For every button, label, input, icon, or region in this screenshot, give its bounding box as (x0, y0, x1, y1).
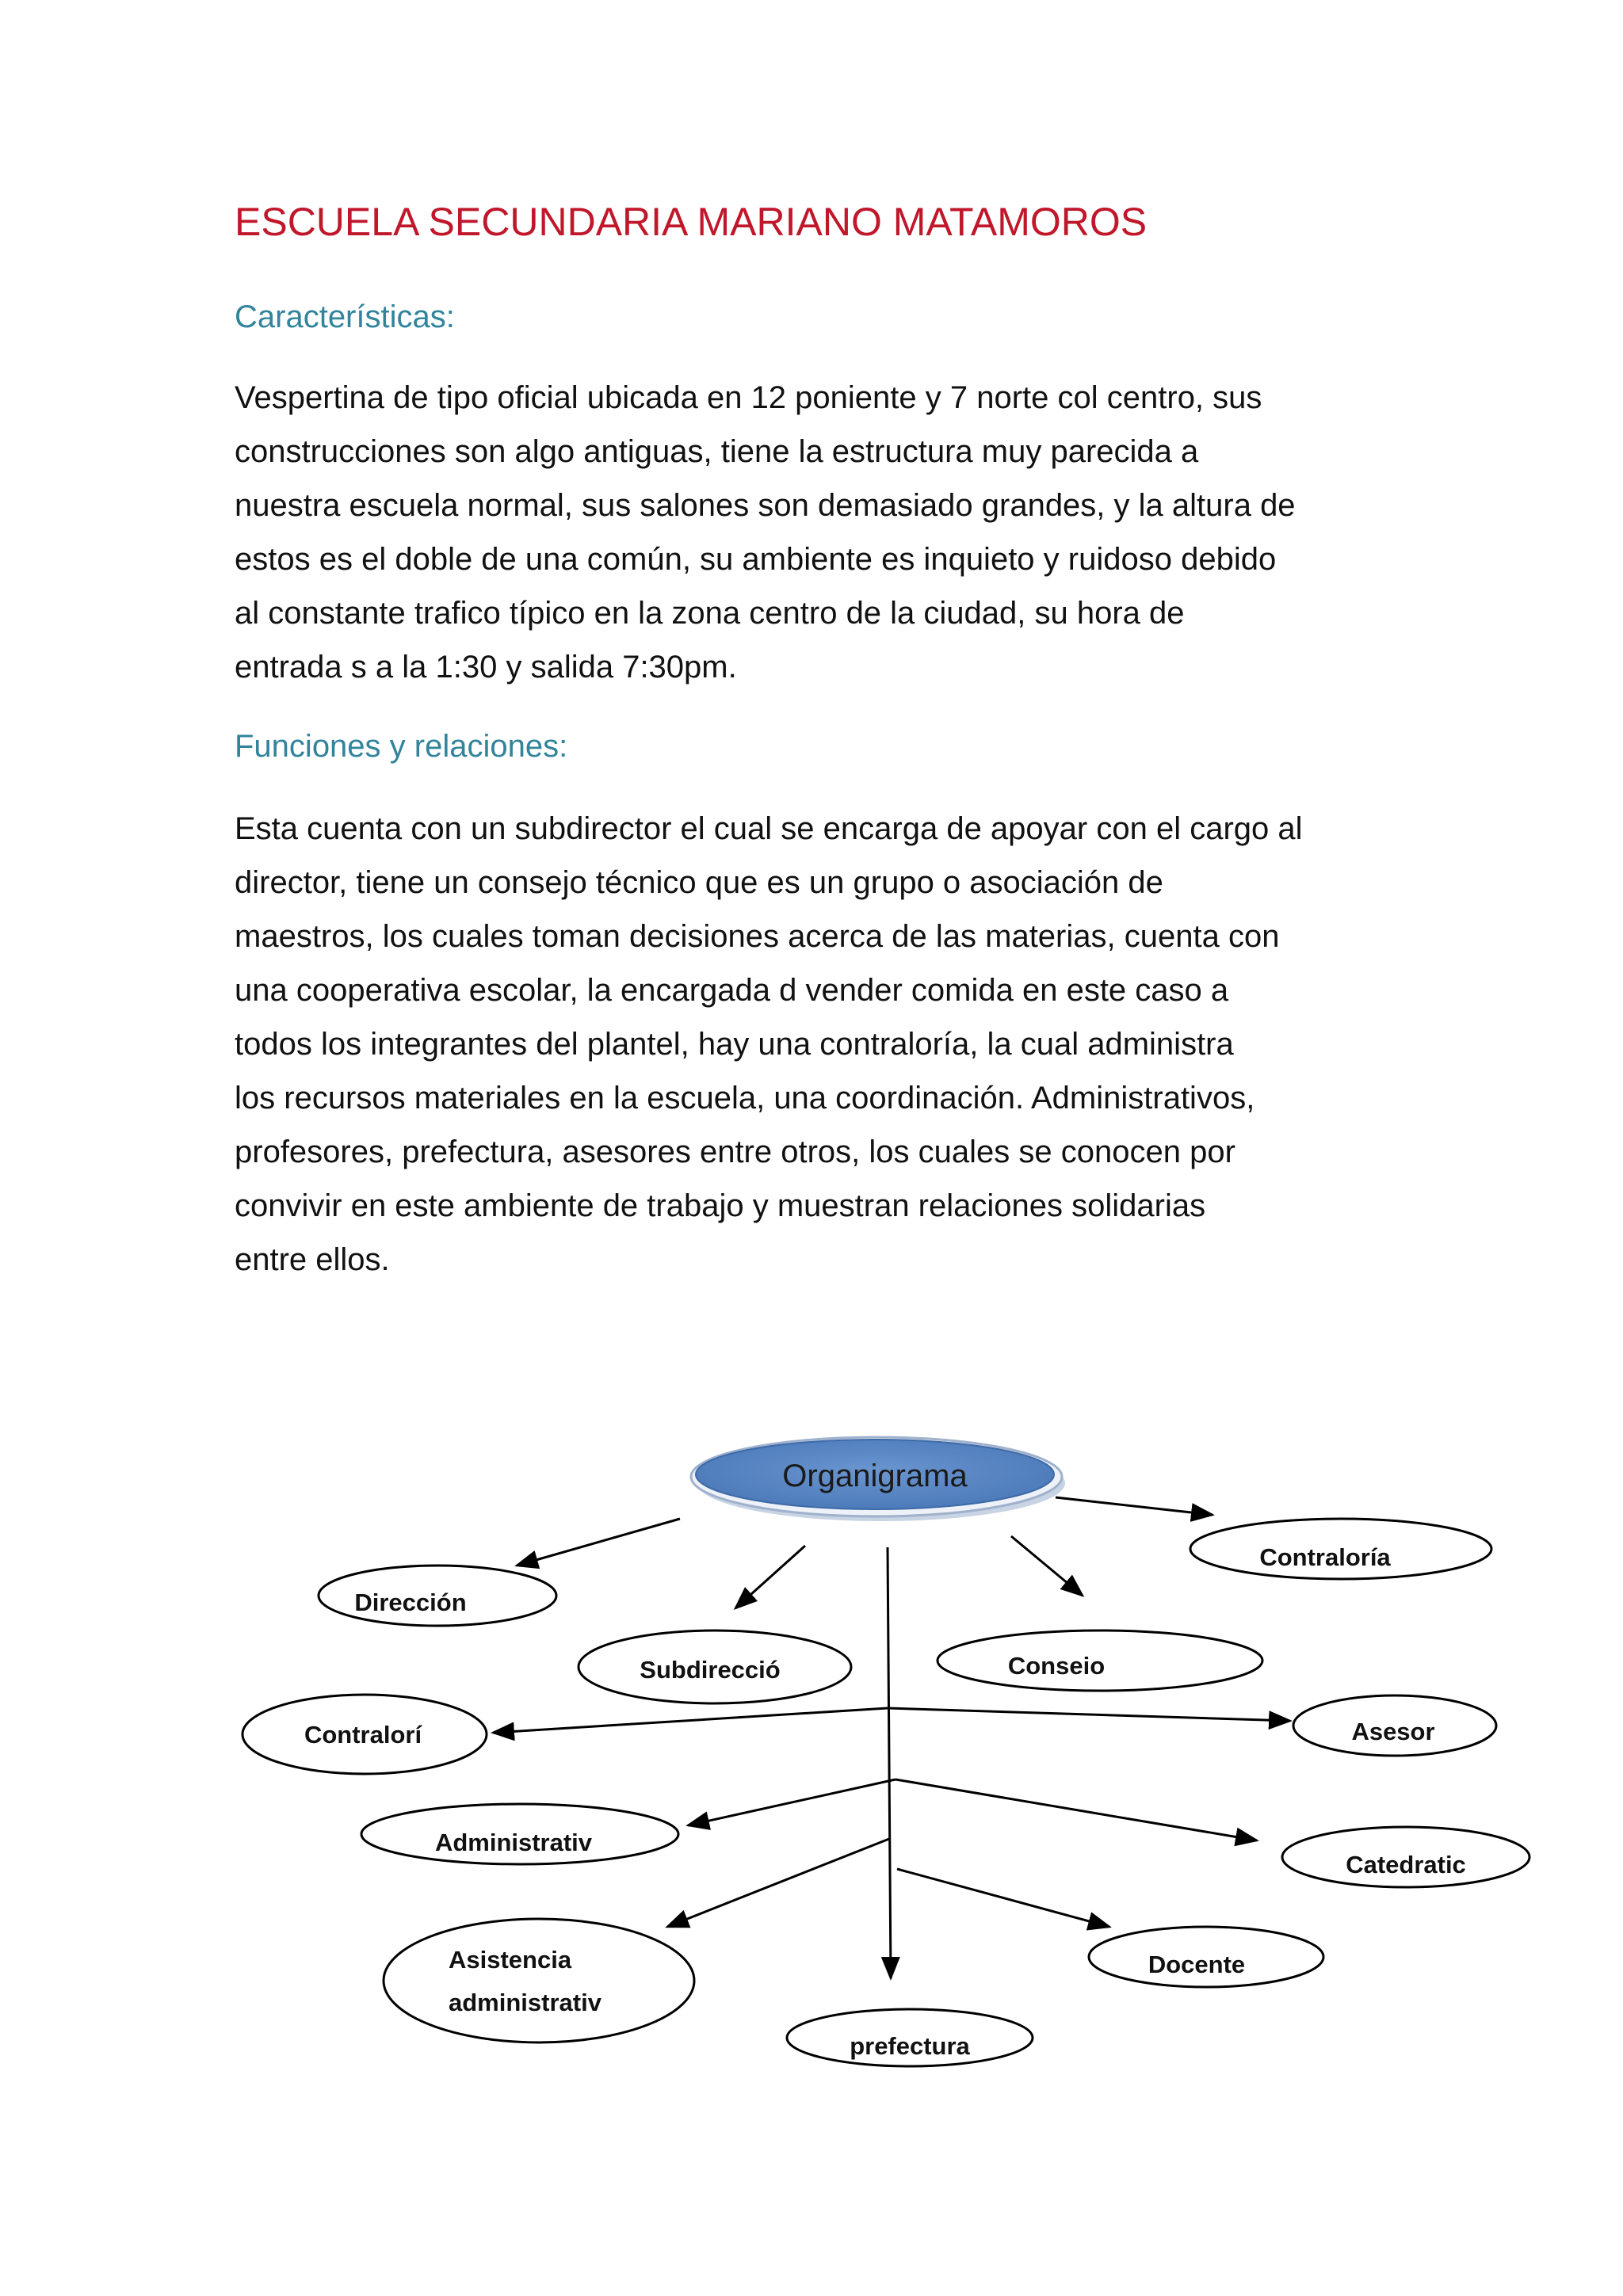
section-heading-caracteristicas: Características: (235, 299, 455, 334)
node-contralori-left (242, 1695, 487, 1774)
paragraph-line: entre ellos. (235, 1242, 390, 1277)
paragraph-line: nuestra escuela normal, sus salones son demasiado grandes, y la altura de (235, 488, 1296, 523)
node-asistencia-ellipse (384, 1919, 694, 2042)
paragraph-line: todos los integrantes del plantel, hay una contraloría, la cual administra (235, 1027, 1234, 1062)
arrow-to-subdireccion (735, 1546, 805, 1608)
node-asistencia-label-line2: administrativ (449, 1989, 601, 2016)
paragraph-line: construcciones son algo antiguas, tiene la estructura muy parecida a (235, 434, 1199, 469)
node-contraloria-top (1190, 1519, 1491, 1579)
arrow-to-docente (897, 1869, 1109, 1927)
node-asesor-label: Asesor (1351, 1718, 1435, 1745)
node-docente-label: Docente (1148, 1951, 1246, 1978)
node-consejo-label: Conseio (1007, 1652, 1106, 1680)
paragraph-line: Esta cuenta con un subdirector el cual se encarga de apoyar con el cargo al (235, 811, 1303, 846)
node-prefectura-label: prefectura (850, 2032, 970, 2060)
page-title: ESCUELA SECUNDARIA MARIANO MATAMOROS (235, 200, 1148, 244)
paragraph-line: una cooperativa escolar, la encargada d vender comida en este caso a (235, 973, 1229, 1008)
node-catedratic-label: Catedratic (1346, 1851, 1466, 1878)
paragraph-line: director, tiene un consejo técnico que es un grupo o asociación de (235, 865, 1163, 900)
node-catedratic (1282, 1827, 1529, 1887)
arrow-to-direccion (517, 1519, 680, 1566)
trunk-line (888, 1547, 891, 1978)
arrow-to-catedratic (896, 1779, 1257, 1840)
node-administrativ-label: Administrativ (434, 1829, 593, 1856)
node-asistencia-label-line1: Asistencia (449, 1946, 572, 1974)
node-subdireccion (579, 1630, 851, 1703)
section-heading-funciones: Funciones y relaciones: (235, 729, 568, 764)
arrow-to-asistencia (667, 1839, 889, 1927)
paragraph-line: Vespertina de tipo oficial ubicada en 12 poniente y 7 norte col centro, sus (235, 380, 1262, 415)
paragraph-line: profesores, prefectura, asesores entre otros, los cuales se conocen por (235, 1135, 1235, 1169)
arrow-to-asesor (888, 1708, 1290, 1721)
paragraph-line: los recursos materiales en la escuela, una coordinación. Administrativos, (235, 1081, 1255, 1116)
paragraph-line: estos es el doble de una común, su ambiente es inquieto y ruidoso debido (235, 542, 1277, 577)
root-node (691, 1437, 1065, 1521)
node-direccion-label: Dirección (354, 1589, 467, 1616)
node-asistencia-administrativ (384, 1919, 694, 2042)
connectors (493, 1497, 1290, 1978)
node-prefectura (787, 2009, 1033, 2066)
paragraph-line: al constante trafico típico en la zona centro de la ciudad, su hora de (235, 596, 1185, 631)
node-subdireccion-label: Subdirecció (640, 1656, 781, 1684)
paragraph-line: convivir en este ambiente de trabajo y muestran relaciones solidarias (235, 1188, 1206, 1223)
node-consejo (938, 1630, 1262, 1691)
node-administrativ (361, 1804, 678, 1864)
arrow-to-contralori-left (493, 1708, 888, 1733)
node-direccion (319, 1566, 556, 1626)
node-docente (1089, 1927, 1323, 1987)
arrow-to-contraloria-top (1056, 1497, 1212, 1515)
paragraph-line: maestros, los cuales toman decisiones acerca de las materias, cuenta con (235, 919, 1280, 954)
arrow-to-consejo (1011, 1536, 1083, 1596)
node-asesor (1293, 1695, 1496, 1756)
node-contralori-left-label: Contralorí (304, 1721, 422, 1749)
paragraph-line: entrada s a la 1:30 y salida 7:30pm. (235, 650, 737, 685)
root-node-label: Organigrama (782, 1459, 968, 1493)
node-contraloria-top-label: Contraloría (1259, 1543, 1391, 1571)
arrow-to-administrativ (688, 1779, 896, 1825)
